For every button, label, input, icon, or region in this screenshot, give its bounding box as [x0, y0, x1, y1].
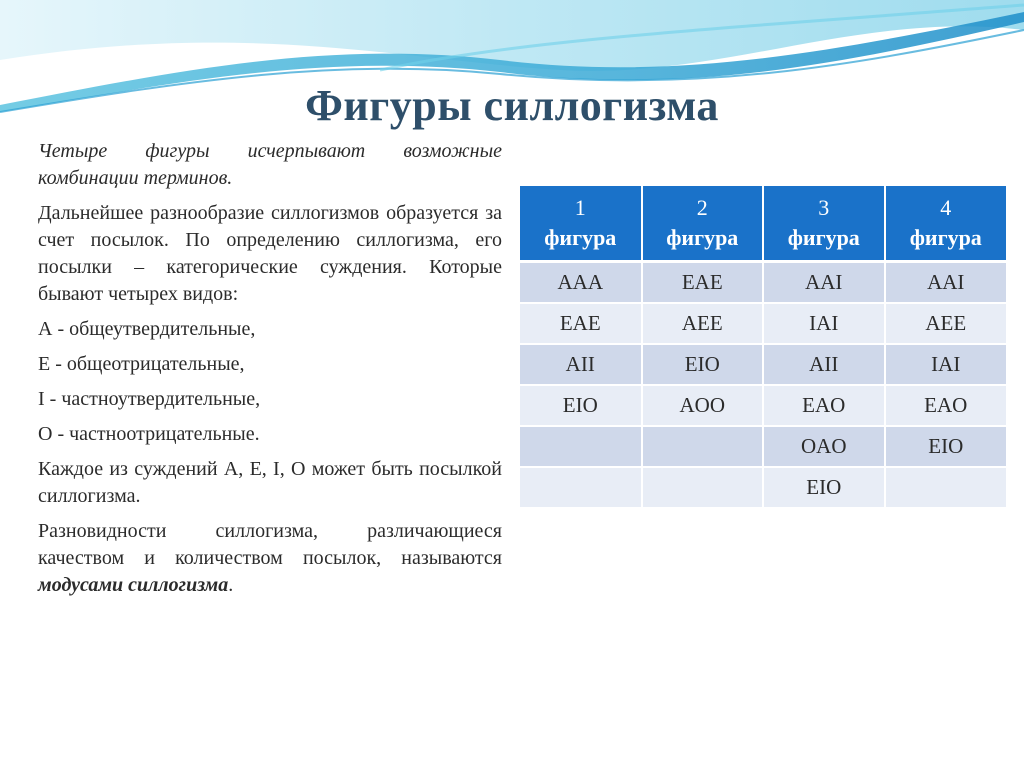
header-figure-2 [642, 186, 764, 262]
paragraph-moods-start: Разновидности силлогизма, различающиеся качеством и количеством посылок, называются [38, 520, 502, 569]
table-cell: AEE [642, 303, 764, 344]
header-label: фигура [787, 225, 860, 250]
paragraph-premise: Каждое из суждений А, Е, I, О может быть посылкой силлогизма. [38, 458, 502, 507]
header-figure-3 [763, 186, 885, 262]
table-cell: AEE [885, 303, 1007, 344]
table-cell [642, 426, 764, 467]
syllogism-moods-table [520, 186, 1006, 507]
table-cell: AAA [520, 262, 642, 304]
table-cell: IAI [885, 344, 1007, 385]
table-cell: EAE [642, 262, 764, 304]
paragraph-moods-end: . [228, 574, 234, 596]
table-header-row [520, 186, 1006, 262]
table-cell: EIO [520, 385, 642, 426]
slide-body-text [38, 138, 502, 607]
header-label: фигура [544, 225, 617, 250]
table-cell: AOO [642, 385, 764, 426]
header-label: фигура [666, 225, 739, 250]
paragraph-intro: Четыре фигуры исчерпывают возможные комбинации терминов. [38, 140, 502, 189]
table-cell: EAE [520, 303, 642, 344]
header-figure-4 [885, 186, 1007, 262]
paragraph-type-a: А - общеутвердительные, [38, 318, 256, 340]
table-cell: EIO [763, 467, 885, 507]
paragraph-type-i: I - частноутвердительные, [38, 388, 261, 410]
table-cell [885, 467, 1007, 507]
paragraph-moods [38, 518, 502, 599]
table-cell: EAO [885, 385, 1007, 426]
table-cell: EAO [763, 385, 885, 426]
header-label: фигура [909, 225, 982, 250]
paragraph-variety: Дальнейшее разнообразие силлогизмов образуется за счет посылок. По определению силлогизма, его посылки – категорические суждения. Которые бывают четырех видов: [38, 202, 502, 305]
table-cell [642, 467, 764, 507]
table-row [520, 303, 1006, 344]
moods-term: модусами силлогизма [38, 574, 229, 596]
table-cell: IAI [763, 303, 885, 344]
header-number: 1 [574, 195, 586, 220]
table-cell: AAI [885, 262, 1007, 304]
table-cell [520, 467, 642, 507]
header-number: 4 [940, 195, 952, 220]
table-cell: AAI [763, 262, 885, 304]
header-number: 2 [696, 195, 708, 220]
table-row [520, 467, 1006, 507]
paragraph-type-e: Е - общеотрицательные, [38, 353, 245, 375]
table-row [520, 344, 1006, 385]
table-row [520, 262, 1006, 304]
paragraph-type-o: О - частноотрицательные. [38, 423, 260, 445]
table-cell [520, 426, 642, 467]
header-number: 3 [818, 195, 830, 220]
table-cell: OAO [763, 426, 885, 467]
table-row [520, 385, 1006, 426]
table-cell: AII [520, 344, 642, 385]
table-cell: EIO [885, 426, 1007, 467]
header-figure-1 [520, 186, 642, 262]
table-cell: AII [763, 344, 885, 385]
table-row [520, 426, 1006, 467]
table-cell: EIO [642, 344, 764, 385]
slide-title: Фигуры силлогизма [305, 81, 719, 130]
